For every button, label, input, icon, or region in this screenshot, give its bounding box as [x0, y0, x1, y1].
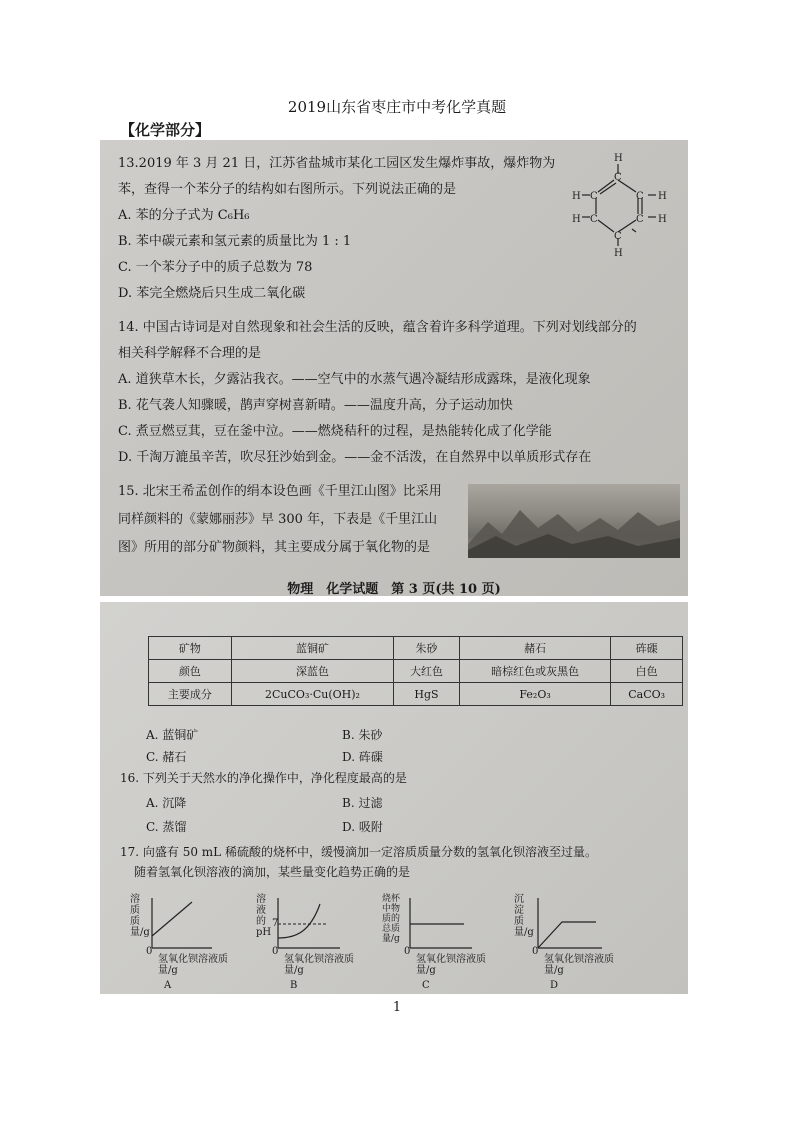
q15-line1: 15. 北宋王希孟创作的绢本设色画《千里江山图》比采用 [118, 484, 442, 499]
table-row [149, 637, 683, 660]
q15-option-c: C. 赭石 [146, 750, 187, 764]
exam-photo-lower [100, 602, 688, 994]
q16-option-a: A. 沉降 [146, 796, 187, 810]
table-cell: 颜色 [149, 660, 232, 683]
graph-origin: 0 [532, 946, 539, 957]
q14-option-b: B. 花气袭人知骤暖，鹊声穿树喜新晴。——温度升高，分子运动加快 [118, 398, 513, 413]
q15-option-b: B. 朱砂 [342, 728, 383, 742]
table-cell: 2CuCO₃·Cu(OH)₂ [231, 683, 393, 706]
graph-d [514, 894, 634, 991]
atom-c: C [614, 231, 622, 242]
graph-c [382, 894, 502, 991]
section-label: 【化学部分】 [120, 121, 211, 139]
atom-h: H [658, 191, 667, 202]
atom-h: H [572, 191, 581, 202]
atom-c: C [590, 214, 598, 225]
graph-ylabel: 溶液的pH [256, 894, 272, 938]
table-cell: 矿物 [149, 637, 232, 660]
page-number: 1 [392, 1000, 402, 1015]
atom-h: H [658, 214, 667, 225]
graph-b [252, 894, 372, 991]
q14-option-d: D. 千淘万漉虽辛苦，吹尽狂沙始到金。——金不活泼，在自然界中以单质形式存在 [118, 450, 592, 465]
atom-c: C [636, 191, 644, 202]
graph-letter: D [550, 980, 559, 991]
graph-xlabel: 氢氧化钡溶液质量/g [284, 954, 354, 976]
document-title: 2019山东省枣庄市中考化学真题 [287, 98, 507, 116]
atom-h: H [614, 153, 623, 164]
table-cell: 蓝铜矿 [231, 637, 393, 660]
graph-origin: 0 [272, 946, 279, 957]
atom-c: C [590, 191, 598, 202]
q15-line2: 同样颜料的《蒙娜丽莎》早 300 年，下表是《千里江山 [118, 512, 438, 527]
table-cell: 砗磲 [611, 637, 683, 660]
graph-letter: C [422, 980, 430, 991]
graph-letter: A [164, 980, 172, 991]
q17-line2: 随着氢氧化钡溶液的滴加，某些量变化趋势正确的是 [134, 865, 411, 879]
q14-option-a: A. 道狭草木长，夕露沾我衣。——空气中的水蒸气遇冷凝结形成露珠，是液化现象 [118, 372, 591, 387]
table-cell: 白色 [611, 660, 683, 683]
q13-line1: 13.2019 年 3 月 21 日，江苏省盐城市某化工园区发生爆炸事故，爆炸物为 [118, 156, 556, 171]
minerals-table [148, 636, 683, 706]
q13-line2: 苯，查得一个苯分子的结构如右图所示。下列说法正确的是 [118, 182, 457, 197]
table-row [149, 660, 683, 683]
atom-h: H [572, 214, 581, 225]
exam-photo-upper [100, 140, 688, 596]
q16-option-c: C. 蒸馏 [146, 820, 187, 834]
atom-c: C [614, 172, 622, 183]
table-cell: 赭石 [459, 637, 611, 660]
benzene-structure [570, 150, 670, 258]
q16-line1: 16. 下列关于天然水的净化操作中，净化程度最高的是 [120, 771, 407, 785]
graph-origin: 0 [146, 946, 153, 957]
q14-option-c: C. 煮豆燃豆萁，豆在釜中泣。——燃烧秸秆的过程，是热能转化成了化学能 [118, 424, 552, 439]
q15-option-d: D. 砗磲 [342, 750, 383, 764]
q15-option-a: A. 蓝铜矿 [146, 728, 199, 742]
q16-option-b: B. 过滤 [342, 796, 383, 810]
landscape-painting [468, 484, 680, 558]
atom-c: C [636, 214, 644, 225]
table-cell: CaCO₃ [611, 683, 683, 706]
q16-option-d: D. 吸附 [342, 820, 383, 834]
table-cell: Fe₂O₃ [459, 683, 611, 706]
table-cell: 主要成分 [149, 683, 232, 706]
graph-ylabel: 沉淀质量/g [514, 894, 534, 938]
page-footer: 物理 化学试题 第 3 页(共 10 页) [287, 582, 501, 597]
graph-ylabel: 烧杯中物质的总质量/g [382, 894, 401, 944]
table-cell: 朱砂 [394, 637, 460, 660]
q15-line3: 图》所用的部分矿物颜料，其主要成分属于氧化物的是 [118, 540, 431, 555]
table-cell: 暗棕红色或灰黑色 [459, 660, 611, 683]
q17-line1: 17. 向盛有 50 mL 稀硫酸的烧杯中，缓慢滴加一定溶质质量分数的氢氧化钡溶液至过量。 [120, 845, 597, 859]
graph-mark: 7 [272, 918, 279, 929]
table-cell: 深蓝色 [231, 660, 393, 683]
graph-xlabel: 氢氧化钡溶液质量/g [158, 954, 228, 976]
graph-letter: B [290, 980, 298, 991]
table-cell: 大红色 [394, 660, 460, 683]
q14-line2: 相关科学解释不合理的是 [118, 346, 262, 361]
graph-xlabel: 氢氧化钡溶液质量/g [416, 954, 486, 976]
table-cell: HgS [394, 683, 460, 706]
table-row [149, 683, 683, 706]
graph-xlabel: 氢氧化钡溶液质量/g [544, 954, 614, 976]
graph-a [130, 894, 250, 991]
q13-option-b: B. 苯中碳元素和氢元素的质量比为 1 : 1 [118, 234, 352, 249]
q13-option-c: C. 一个苯分子中的质子总数为 78 [118, 260, 313, 275]
q13-option-d: D. 苯完全燃烧后只生成二氧化碳 [118, 286, 306, 301]
graph-ylabel: 溶质质量/g [130, 894, 150, 938]
graph-origin: 0 [404, 946, 411, 957]
q14-line1: 14. 中国古诗词是对自然现象和社会生活的反映，蕴含着许多科学道理。下列对划线部分的 [118, 320, 637, 335]
q13-option-a: A. 苯的分子式为 C₆H₆ [118, 208, 250, 223]
atom-h: H [614, 248, 623, 258]
